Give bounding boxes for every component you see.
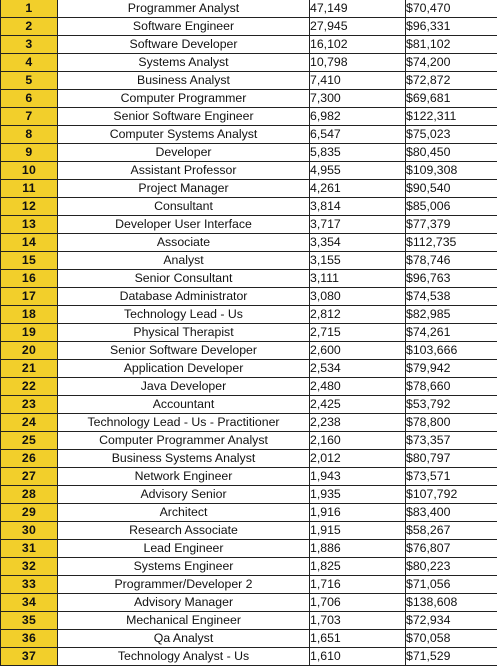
rank-cell: 34 [1, 594, 58, 612]
table-row [1, 324, 497, 342]
salary-cell: $53,792 [406, 396, 497, 414]
count-cell: 2,600 [310, 342, 406, 360]
count-cell: 1,943 [310, 468, 406, 486]
salary-cell: $83,400 [406, 504, 497, 522]
rank-cell: 23 [1, 396, 58, 414]
job-title-cell: Computer Programmer [58, 90, 310, 108]
job-title-cell: Research Associate [58, 522, 310, 540]
job-title-cell: Network Engineer [58, 468, 310, 486]
job-title-cell: Programmer/Developer 2 [58, 576, 310, 594]
job-title-cell: Java Developer [58, 378, 310, 396]
salary-cell: $80,797 [406, 450, 497, 468]
count-cell: 6,982 [310, 108, 406, 126]
rank-cell: 16 [1, 270, 58, 288]
job-title-cell: Associate [58, 234, 310, 252]
count-cell: 2,715 [310, 324, 406, 342]
salary-cell: $82,985 [406, 306, 497, 324]
table-row [1, 630, 497, 648]
salary-cell: $70,058 [406, 630, 497, 648]
rank-cell: 29 [1, 504, 58, 522]
salary-cell: $122,311 [406, 108, 497, 126]
table-row [1, 36, 497, 54]
rank-cell: 8 [1, 126, 58, 144]
count-cell: 47,149 [310, 0, 406, 18]
count-cell: 3,814 [310, 198, 406, 216]
job-title-cell: Mechanical Engineer [58, 612, 310, 630]
job-title-cell: Systems Engineer [58, 558, 310, 576]
count-cell: 1,915 [310, 522, 406, 540]
count-cell: 2,160 [310, 432, 406, 450]
table-row [1, 198, 497, 216]
count-cell: 3,080 [310, 288, 406, 306]
count-cell: 1,610 [310, 648, 406, 666]
job-title-cell: Advisory Manager [58, 594, 310, 612]
count-cell: 1,703 [310, 612, 406, 630]
count-cell: 27,945 [310, 18, 406, 36]
rank-cell: 22 [1, 378, 58, 396]
table-row [1, 90, 497, 108]
count-cell: 10,798 [310, 54, 406, 72]
job-title-cell: Advisory Senior [58, 486, 310, 504]
rank-cell: 30 [1, 522, 58, 540]
table-row [1, 540, 497, 558]
salary-cell: $72,934 [406, 612, 497, 630]
salary-cell: $69,681 [406, 90, 497, 108]
rank-cell: 6 [1, 90, 58, 108]
rank-cell: 33 [1, 576, 58, 594]
count-cell: 3,111 [310, 270, 406, 288]
job-title-cell: Technology Lead - Us - Practitioner [58, 414, 310, 432]
table-row [1, 180, 497, 198]
salary-cell: $85,006 [406, 198, 497, 216]
salary-cell: $73,571 [406, 468, 497, 486]
count-cell: 4,955 [310, 162, 406, 180]
rank-cell: 7 [1, 108, 58, 126]
salary-cell: $74,261 [406, 324, 497, 342]
count-cell: 4,261 [310, 180, 406, 198]
rank-cell: 5 [1, 72, 58, 90]
job-title-cell: Project Manager [58, 180, 310, 198]
salary-cell: $76,807 [406, 540, 497, 558]
table-row [1, 288, 497, 306]
count-cell: 7,300 [310, 90, 406, 108]
job-title-cell: Computer Programmer Analyst [58, 432, 310, 450]
job-title-cell: Technology Analyst - Us [58, 648, 310, 666]
salary-cell: $74,538 [406, 288, 497, 306]
rank-cell: 17 [1, 288, 58, 306]
count-cell: 2,012 [310, 450, 406, 468]
job-title-cell: Business Systems Analyst [58, 450, 310, 468]
rank-cell: 35 [1, 612, 58, 630]
table-row [1, 0, 497, 18]
table-row [1, 576, 497, 594]
rank-cell: 2 [1, 18, 58, 36]
count-cell: 1,916 [310, 504, 406, 522]
job-title-cell: Software Developer [58, 36, 310, 54]
rank-cell: 26 [1, 450, 58, 468]
job-title-cell: Architect [58, 504, 310, 522]
rank-cell: 27 [1, 468, 58, 486]
salary-cell: $79,942 [406, 360, 497, 378]
salary-cell: $90,540 [406, 180, 497, 198]
rank-cell: 13 [1, 216, 58, 234]
rank-cell: 28 [1, 486, 58, 504]
rank-cell: 12 [1, 198, 58, 216]
salary-cell: $70,470 [406, 0, 497, 18]
table-row [1, 216, 497, 234]
rank-cell: 21 [1, 360, 58, 378]
job-title-cell: Application Developer [58, 360, 310, 378]
table-row [1, 360, 497, 378]
salary-cell: $71,529 [406, 648, 497, 666]
job-title-cell: Database Administrator [58, 288, 310, 306]
rank-cell: 25 [1, 432, 58, 450]
table-row [1, 396, 497, 414]
rank-cell: 4 [1, 54, 58, 72]
table-row [1, 162, 497, 180]
table-row [1, 612, 497, 630]
table-row [1, 126, 497, 144]
salary-cell: $78,660 [406, 378, 497, 396]
table-row [1, 270, 497, 288]
job-title-cell: Business Analyst [58, 72, 310, 90]
count-cell: 1,716 [310, 576, 406, 594]
job-title-cell: Lead Engineer [58, 540, 310, 558]
salary-cell: $138,608 [406, 594, 497, 612]
salary-cell: $78,746 [406, 252, 497, 270]
job-title-cell: Accountant [58, 396, 310, 414]
job-title-cell: Senior Software Developer [58, 342, 310, 360]
count-cell: 2,812 [310, 306, 406, 324]
salary-cell: $77,379 [406, 216, 497, 234]
job-title-cell: Qa Analyst [58, 630, 310, 648]
job-title-cell: Developer User Interface [58, 216, 310, 234]
rank-cell: 1 [1, 0, 58, 18]
rank-cell: 32 [1, 558, 58, 576]
table-row [1, 594, 497, 612]
job-title-cell: Technology Lead - Us [58, 306, 310, 324]
salary-cell: $107,792 [406, 486, 497, 504]
table-row [1, 558, 497, 576]
salary-cell: $71,056 [406, 576, 497, 594]
rank-cell: 14 [1, 234, 58, 252]
rank-cell: 37 [1, 648, 58, 666]
table-row [1, 378, 497, 396]
salary-cell: $74,200 [406, 54, 497, 72]
salary-cell: $58,267 [406, 522, 497, 540]
salary-cell: $72,872 [406, 72, 497, 90]
rank-cell: 18 [1, 306, 58, 324]
count-cell: 1,706 [310, 594, 406, 612]
count-cell: 2,425 [310, 396, 406, 414]
job-title-cell: Analyst [58, 252, 310, 270]
rank-cell: 19 [1, 324, 58, 342]
table-row [1, 468, 497, 486]
count-cell: 1,825 [310, 558, 406, 576]
table-row [1, 252, 497, 270]
salary-cell: $80,450 [406, 144, 497, 162]
count-cell: 2,480 [310, 378, 406, 396]
job-title-cell: Systems Analyst [58, 54, 310, 72]
rank-cell: 36 [1, 630, 58, 648]
count-cell: 7,410 [310, 72, 406, 90]
rank-cell: 20 [1, 342, 58, 360]
table-row [1, 648, 497, 666]
table-row [1, 54, 497, 72]
salary-cell: $78,800 [406, 414, 497, 432]
count-cell: 3,354 [310, 234, 406, 252]
salary-cell: $112,735 [406, 234, 497, 252]
rank-cell: 31 [1, 540, 58, 558]
count-cell: 16,102 [310, 36, 406, 54]
rank-cell: 10 [1, 162, 58, 180]
table-row [1, 342, 497, 360]
rank-cell: 15 [1, 252, 58, 270]
salary-cell: $73,357 [406, 432, 497, 450]
rank-cell: 11 [1, 180, 58, 198]
table-row [1, 72, 497, 90]
rank-cell: 24 [1, 414, 58, 432]
table-row [1, 234, 497, 252]
salary-cell: $96,763 [406, 270, 497, 288]
count-cell: 2,238 [310, 414, 406, 432]
job-title-cell: Computer Systems Analyst [58, 126, 310, 144]
table-row [1, 306, 497, 324]
count-cell: 3,155 [310, 252, 406, 270]
table-row [1, 450, 497, 468]
job-title-cell: Programmer Analyst [58, 0, 310, 18]
job-title-cell: Developer [58, 144, 310, 162]
rank-cell: 3 [1, 36, 58, 54]
table-row [1, 414, 497, 432]
salary-cell: $109,308 [406, 162, 497, 180]
table-row [1, 144, 497, 162]
salary-cell: $103,666 [406, 342, 497, 360]
job-title-cell: Consultant [58, 198, 310, 216]
salary-cell: $80,223 [406, 558, 497, 576]
table-row [1, 432, 497, 450]
count-cell: 1,886 [310, 540, 406, 558]
table-row [1, 504, 497, 522]
count-cell: 5,835 [310, 144, 406, 162]
table-row [1, 108, 497, 126]
count-cell: 3,717 [310, 216, 406, 234]
salary-cell: $75,023 [406, 126, 497, 144]
salary-cell: $81,102 [406, 36, 497, 54]
job-title-cell: Software Engineer [58, 18, 310, 36]
table-row [1, 522, 497, 540]
table-row [1, 18, 497, 36]
count-cell: 6,547 [310, 126, 406, 144]
count-cell: 1,935 [310, 486, 406, 504]
job-title-cell: Senior Software Engineer [58, 108, 310, 126]
count-cell: 1,651 [310, 630, 406, 648]
salary-cell: $96,331 [406, 18, 497, 36]
count-cell: 2,534 [310, 360, 406, 378]
table-row [1, 486, 497, 504]
job-title-cell: Senior Consultant [58, 270, 310, 288]
rank-cell: 9 [1, 144, 58, 162]
job-title-cell: Assistant Professor [58, 162, 310, 180]
job-title-cell: Physical Therapist [58, 324, 310, 342]
table-body [1, 0, 497, 666]
